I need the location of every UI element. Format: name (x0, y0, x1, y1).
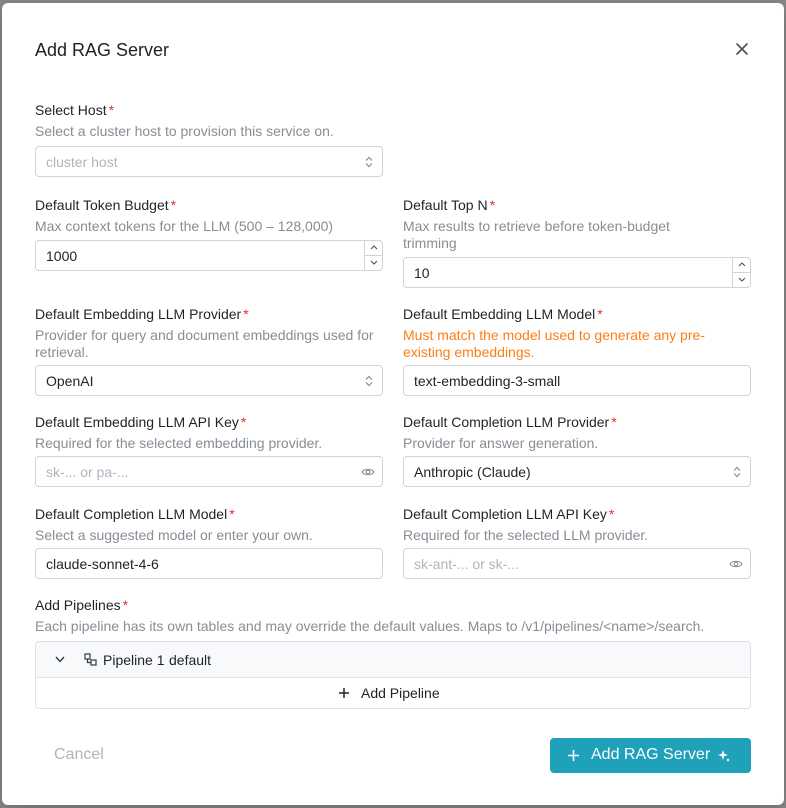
completion-model-label: Default Completion LLM Model * (35, 506, 235, 522)
completion-api-key-placeholder: sk-ant-... or sk-... (414, 555, 520, 572)
select-host-select[interactable] (35, 146, 383, 177)
required-marker: * (597, 306, 603, 322)
completion-provider-select[interactable] (403, 456, 751, 487)
required-marker: * (122, 597, 129, 613)
pipelines-accordion (35, 641, 751, 709)
top-n-description: Max results to retrieve before token-budget trimming (403, 218, 670, 251)
completion-provider-label: Default Completion LLM Provider * (403, 414, 617, 430)
top-n-value: 10 (414, 264, 430, 281)
completion-model-description: Select a suggested model or enter your own. (35, 527, 313, 543)
required-marker: * (170, 197, 177, 213)
pipelines-description: Each pipeline has its own tables and may override the default values. Maps to /v1/pipelines/<name>/search. (35, 618, 705, 634)
completion-provider-description: Provider for answer generation. (403, 435, 599, 451)
token-budget-description: Max context tokens for the LLM (500 – 128,000) (35, 218, 334, 234)
chevron-updown-icon (365, 156, 373, 168)
embedding-model-input[interactable] (403, 365, 751, 396)
chevron-up-icon[interactable] (733, 258, 751, 273)
eye-icon[interactable] (361, 466, 375, 478)
embedding-model-value: text-embedding-3-small (414, 372, 561, 389)
pipeline-name: Pipeline 1 (103, 652, 165, 668)
required-marker: * (611, 414, 617, 430)
chevron-down-icon[interactable] (733, 273, 751, 288)
select-host-label: Select Host * (35, 102, 115, 118)
completion-model-value: claude-sonnet-4-6 (46, 555, 159, 572)
required-marker: * (240, 414, 247, 430)
chevron-up-icon[interactable] (365, 241, 383, 256)
pipeline-default-tag: default (169, 652, 212, 668)
eye-icon[interactable] (729, 558, 743, 570)
chevron-down-icon[interactable] (55, 656, 65, 663)
completion-api-key-input[interactable] (403, 548, 751, 579)
token-budget-stepper[interactable] (364, 241, 382, 270)
add-rag-server-button[interactable] (550, 738, 751, 773)
top-n-stepper[interactable] (732, 258, 750, 287)
embedding-api-key-description: Required for the selected embedding provider. (35, 435, 323, 451)
embedding-provider-description: Provider for query and document embeddings used for retrieval. (35, 327, 374, 360)
token-budget-input[interactable] (35, 240, 383, 271)
required-marker: * (229, 506, 235, 522)
embedding-provider-select[interactable] (35, 365, 383, 396)
completion-provider-value: Anthropic (Claude) (414, 463, 531, 480)
close-icon[interactable] (732, 39, 752, 59)
completion-api-key-label: Default Completion LLM API Key * (403, 506, 615, 522)
chevron-down-icon[interactable] (365, 256, 383, 271)
embedding-api-key-placeholder: sk-... or pa-... (46, 463, 129, 480)
plus-icon (567, 749, 580, 762)
token-budget-label: Default Token Budget * (35, 197, 177, 213)
add-pipeline-label: Add Pipeline (361, 685, 440, 701)
add-rag-server-label: Add RAG Server (591, 746, 711, 763)
completion-model-input[interactable] (35, 548, 383, 579)
pipeline-icon (84, 653, 97, 666)
top-n-label: Default Top N * (403, 197, 496, 213)
embedding-api-key-label: Default Embedding LLM API Key * (35, 414, 247, 430)
required-marker: * (608, 506, 615, 522)
required-marker: * (108, 102, 115, 118)
token-budget-value: 1000 (46, 247, 78, 264)
embedding-provider-value: OpenAI (46, 372, 94, 389)
add-pipeline-button[interactable] (36, 678, 750, 709)
cancel-button[interactable]: Cancel (54, 746, 104, 763)
add-rag-server-dialog (2, 3, 784, 805)
embedding-model-warning: Must match the model used to generate any pre-existing embeddings. (403, 327, 705, 360)
chevron-updown-icon (365, 375, 373, 387)
select-host-placeholder: cluster host (46, 153, 118, 170)
plus-icon (338, 687, 350, 699)
required-marker: * (243, 306, 249, 322)
sparkle-icon (717, 749, 731, 763)
pipelines-label: Add Pipelines * (35, 597, 129, 613)
dialog-title: Add RAG Server (35, 40, 170, 60)
embedding-model-label: Default Embedding LLM Model * (403, 306, 603, 322)
embedding-provider-label: Default Embedding LLM Provider * (35, 306, 249, 322)
completion-api-key-description: Required for the selected LLM provider. (403, 527, 649, 543)
required-marker: * (489, 197, 496, 213)
pipeline-item[interactable] (36, 642, 750, 678)
top-n-input[interactable] (403, 257, 751, 288)
select-host-description: Select a cluster host to provision this service on. (35, 123, 334, 139)
chevron-updown-icon (733, 466, 741, 478)
embedding-api-key-input[interactable] (35, 456, 383, 487)
